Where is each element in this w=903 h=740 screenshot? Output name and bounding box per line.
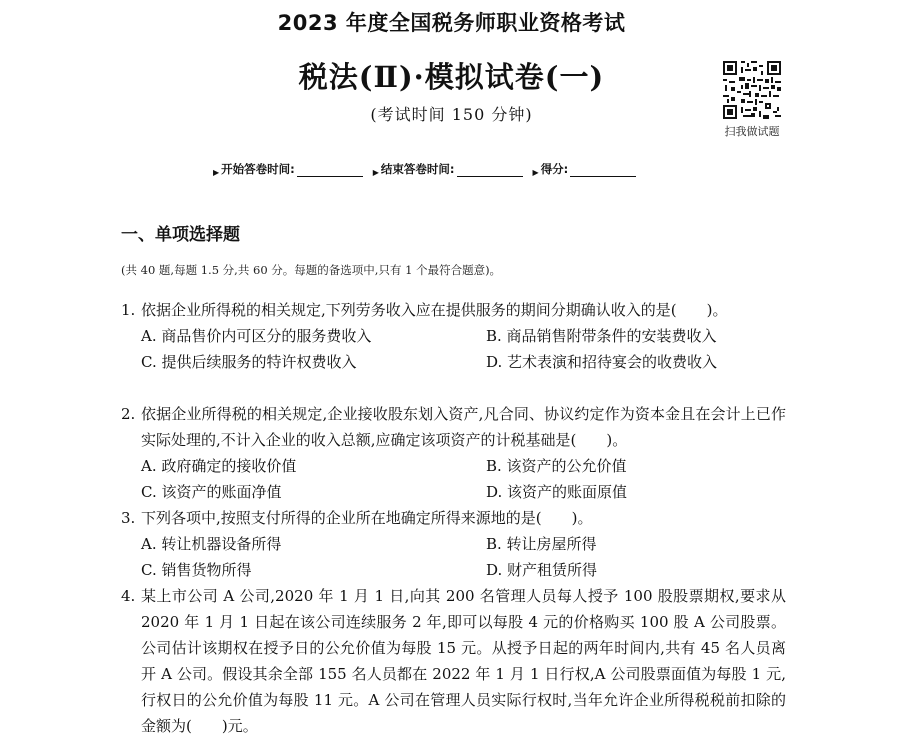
option-d[interactable]: D. 财产租赁所得 xyxy=(486,561,598,579)
question-text: 某上市公司 A 公司,2020 年 1 月 1 日,向其 200 名管理人员每人授予 100 股股票期权,要求从 2020 年 1 月 1 日起在该公司连续服务 2 年,即可以每股 4 元的价格购买 100 股 A 公司股票。公司估计该期权在授予日的公允价值为每股 15 元。从授予日起的两年时间内,共有 45 名人员离开 A 公司。假设其余全部 155 名人员都在 2022 年 1 月 1 日行权,A 公司股票面值为每股 1 元,行权日的公允价值为每股 11 元。A 公司在管理人员实际行权时,当年允许企业所得税税前扣除的金额为( )元。 xyxy=(141,587,786,735)
option-a[interactable]: A. 转让机器设备所得 xyxy=(141,535,282,553)
answer-meta-row xyxy=(213,161,646,177)
qr-caption: 扫我做试题 xyxy=(724,125,780,138)
triangle-icon: ▶ xyxy=(372,168,379,177)
option-a[interactable]: A. 政府确定的接收价值 xyxy=(141,457,297,475)
option-b[interactable]: B. 转让房屋所得 xyxy=(486,535,597,553)
question-text: 依据企业所得税的相关规定,下列劳务收入应在提供服务的期间分期确认收入的是( )。 xyxy=(141,301,728,319)
question-3 xyxy=(121,505,786,583)
paper-title: 税法(Ⅱ)·模拟试卷(一) xyxy=(298,60,605,94)
option-b[interactable]: B. 该资产的公允价值 xyxy=(486,457,627,475)
start-time-field[interactable] xyxy=(213,161,363,177)
section-title: 一、单项选择题 xyxy=(121,225,240,245)
triangle-icon: ▶ xyxy=(213,168,220,177)
question-number: 3. xyxy=(121,509,136,527)
end-time-blank[interactable] xyxy=(457,162,523,177)
option-a[interactable]: A. 商品售价内可区分的服务费收入 xyxy=(141,327,372,345)
option-d[interactable]: D. 艺术表演和招待宴会的收费收入 xyxy=(486,353,718,371)
question-2 xyxy=(121,401,786,505)
option-b[interactable]: B. 商品销售附带条件的安装费收入 xyxy=(486,327,717,345)
option-c[interactable]: C. 提供后续服务的特许权费收入 xyxy=(141,353,357,371)
score-label: 得分: xyxy=(540,162,569,176)
option-c[interactable]: C. 该资产的账面净值 xyxy=(141,483,282,501)
option-c[interactable]: C. 销售货物所得 xyxy=(141,561,252,579)
end-time-field[interactable] xyxy=(373,161,523,177)
end-time-label: 结束答卷时间: xyxy=(380,162,455,176)
question-1 xyxy=(121,297,786,375)
score-blank[interactable] xyxy=(570,162,636,177)
question-number: 2. xyxy=(121,405,136,423)
exam-duration: (考试时间 150 分钟) xyxy=(370,105,533,124)
question-text: 下列各项中,按照支付所得的企业所在地确定所得来源地的是( )。 xyxy=(141,509,593,527)
triangle-icon: ▶ xyxy=(532,168,539,177)
section-note: (共 40 题,每题 1.5 分,共 60 分。每题的备选项中,只有 1 个最符合题意)。 xyxy=(121,263,502,277)
question-number: 1. xyxy=(121,301,136,319)
start-time-label: 开始答卷时间: xyxy=(221,162,295,176)
exam-title: 2023 年度全国税务师职业资格考试 xyxy=(277,11,626,35)
start-time-blank[interactable] xyxy=(297,162,363,177)
question-4 xyxy=(121,583,786,739)
question-number: 4. xyxy=(121,587,136,605)
score-field[interactable] xyxy=(533,161,637,177)
option-d[interactable]: D. 该资产的账面原值 xyxy=(486,483,628,501)
question-text: 依据企业所得税的相关规定,企业接收股东划入资产,凡合同、协议约定作为资本金且在会计上已作实际处理的,不计入企业的收入总额,应确定该项资产的计税基础是( )。 xyxy=(141,405,786,449)
qr-code-icon[interactable] xyxy=(723,61,781,119)
